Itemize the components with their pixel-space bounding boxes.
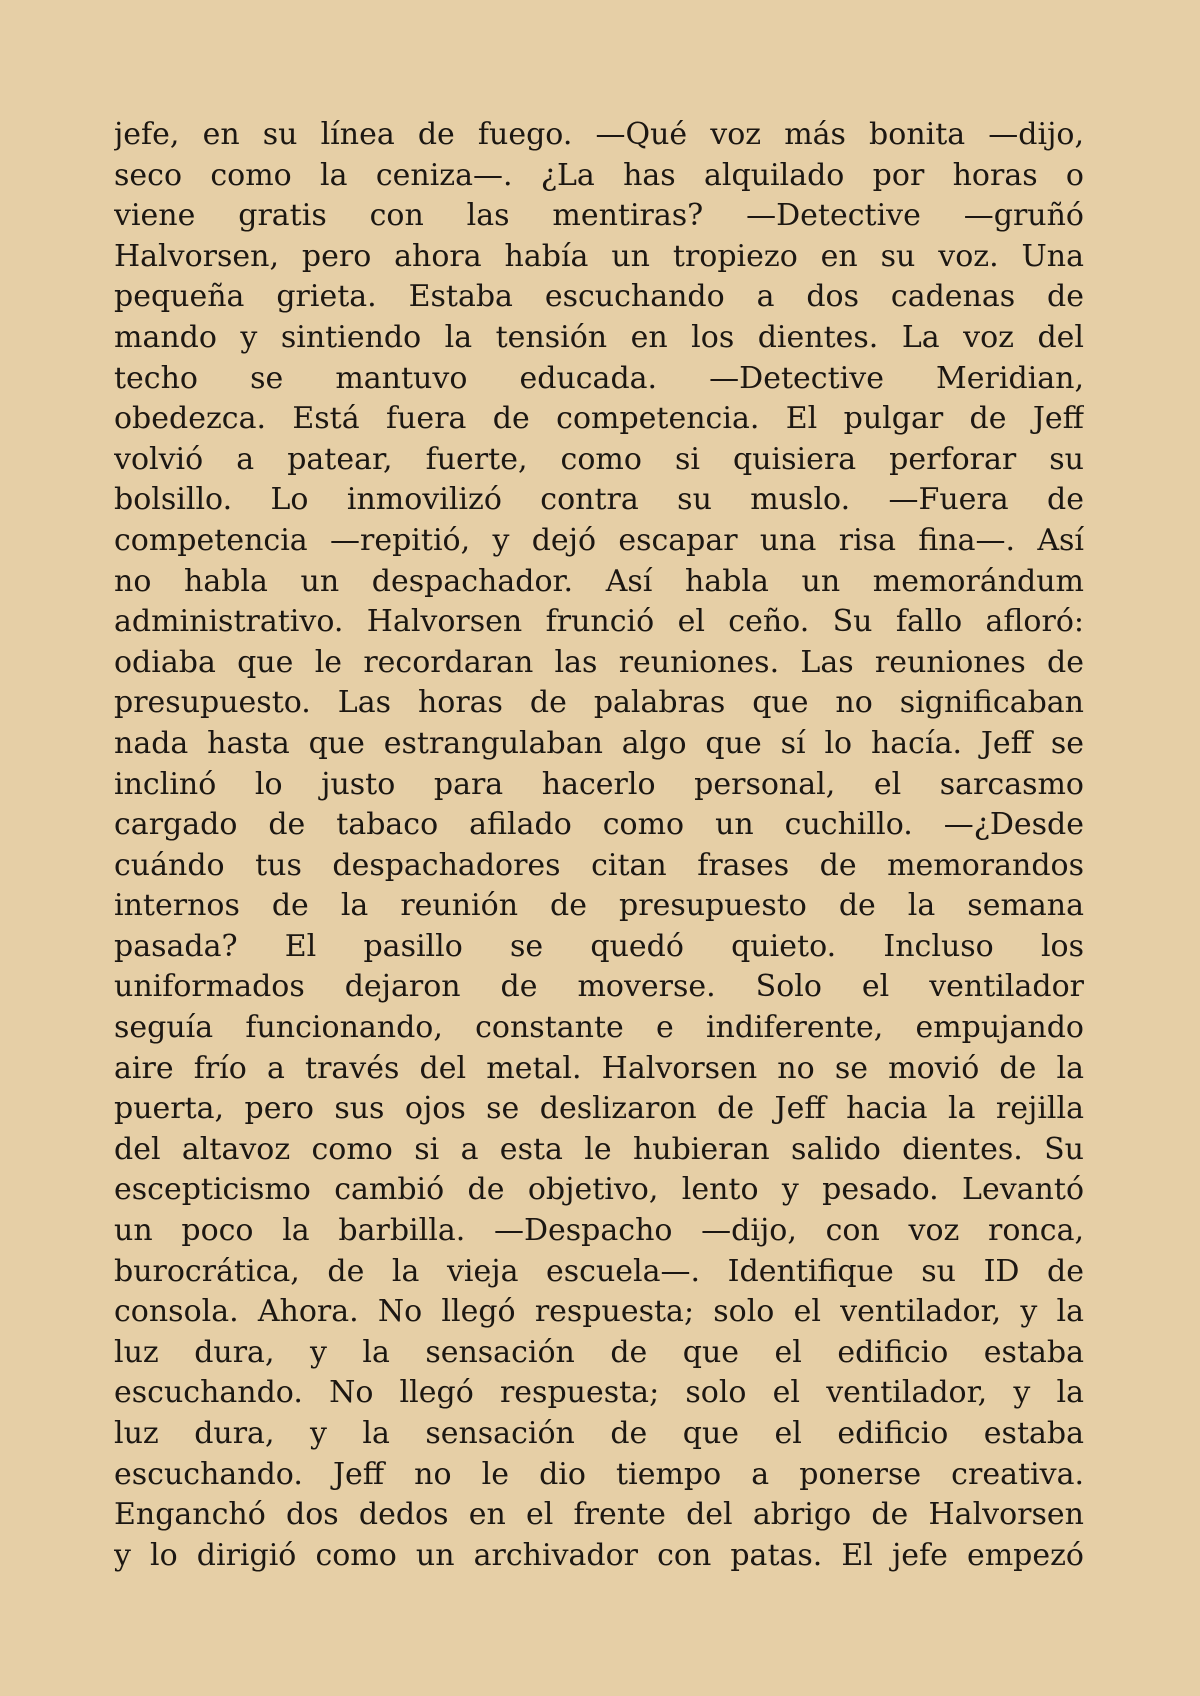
text-line: nada hasta que estrangulaban algo que sí lo hacía. Jeff se: [114, 725, 1084, 761]
text-line: aire frío a través del metal. Halvorsen no se movió de la: [114, 1050, 1084, 1086]
text-line: volvió a patear, fuerte, como si quisiera perforar su: [114, 441, 1084, 477]
text-line: cargado de tabaco afilado como un cuchillo. —¿Desde: [114, 807, 1084, 843]
text-line: internos de la reunión de presupuesto de la semana: [114, 888, 1084, 924]
text-line: odiaba que le recordaran las reuniones. Las reuniones de: [114, 644, 1084, 680]
text-line: Enganchó dos dedos en el frente del abrigo de Halvorsen: [114, 1497, 1084, 1533]
text-line: obedezca. Está fuera de competencia. El pulgar de Jeff: [114, 401, 1084, 437]
text-line: mando y sintiendo la tensión en los dientes. La voz del: [114, 319, 1084, 355]
text-line: luz dura, y la sensación de que el edificio estaba: [114, 1334, 1084, 1370]
text-line: y lo dirigió como un archivador con patas. El jefe empezó: [114, 1537, 1084, 1573]
text-line: burocrática, de la vieja escuela—. Identifique su ID de: [114, 1253, 1084, 1289]
text-line: inclinó lo justo para hacerlo personal, el sarcasmo: [114, 766, 1084, 802]
text-line: puerta, pero sus ojos se deslizaron de Jeff hacia la rejilla: [114, 1091, 1084, 1127]
text-line: consola. Ahora. No llegó respuesta; solo el ventilador, y la: [114, 1294, 1084, 1330]
text-line: escuchando. Jeff no le dio tiempo a ponerse creativa.: [114, 1456, 1084, 1492]
text-line: escuchando. No llegó respuesta; solo el ventilador, y la: [114, 1375, 1084, 1411]
text-line: competencia —repitió, y dejó escapar una risa fina—. Así: [114, 522, 1084, 558]
text-line: un poco la barbilla. —Despacho —dijo, con voz ronca,: [114, 1213, 1084, 1249]
text-line: presupuesto. Las horas de palabras que no significaban: [114, 685, 1084, 721]
text-line: seco como la ceniza—. ¿La has alquilado por horas o: [114, 157, 1084, 193]
text-line: jefe, en su línea de fuego. —Qué voz más bonita —dijo,: [114, 117, 1084, 152]
text-line: techo se mantuvo educada. —Detective Meridian,: [114, 360, 1084, 396]
text-line: administrativo. Halvorsen frunció el ceño. Su fallo afloró:: [114, 604, 1084, 640]
text-line: del altavoz como si a esta le hubieran salido dientes. Su: [114, 1131, 1084, 1167]
page-text: [114, 115, 1084, 1576]
text-line: no habla un despachador. Así habla un memorándum: [114, 563, 1084, 599]
text-line: Halvorsen, pero ahora había un tropiezo en su voz. Una: [114, 238, 1084, 274]
text-line: uniformados dejaron de moverse. Solo el ventilador: [114, 969, 1084, 1005]
text-line: seguía funcionando, constante e indiferente, empujando: [114, 1010, 1084, 1046]
text-line: bolsillo. Lo inmovilizó contra su muslo. —Fuera de: [114, 482, 1084, 518]
text-line: pequeña grieta. Estaba escuchando a dos cadenas de: [114, 279, 1084, 315]
text-line: luz dura, y la sensación de que el edificio estaba: [114, 1416, 1084, 1451]
text-line: cuándo tus despachadores citan frases de memorandos: [114, 847, 1084, 883]
text-line: pasada? El pasillo se quedó quieto. Incluso los: [114, 928, 1084, 964]
text-line: viene gratis con las mentiras? —Detective —gruñó: [114, 198, 1084, 234]
text-line: escepticismo cambió de objetivo, lento y pesado. Levantó: [114, 1172, 1084, 1208]
